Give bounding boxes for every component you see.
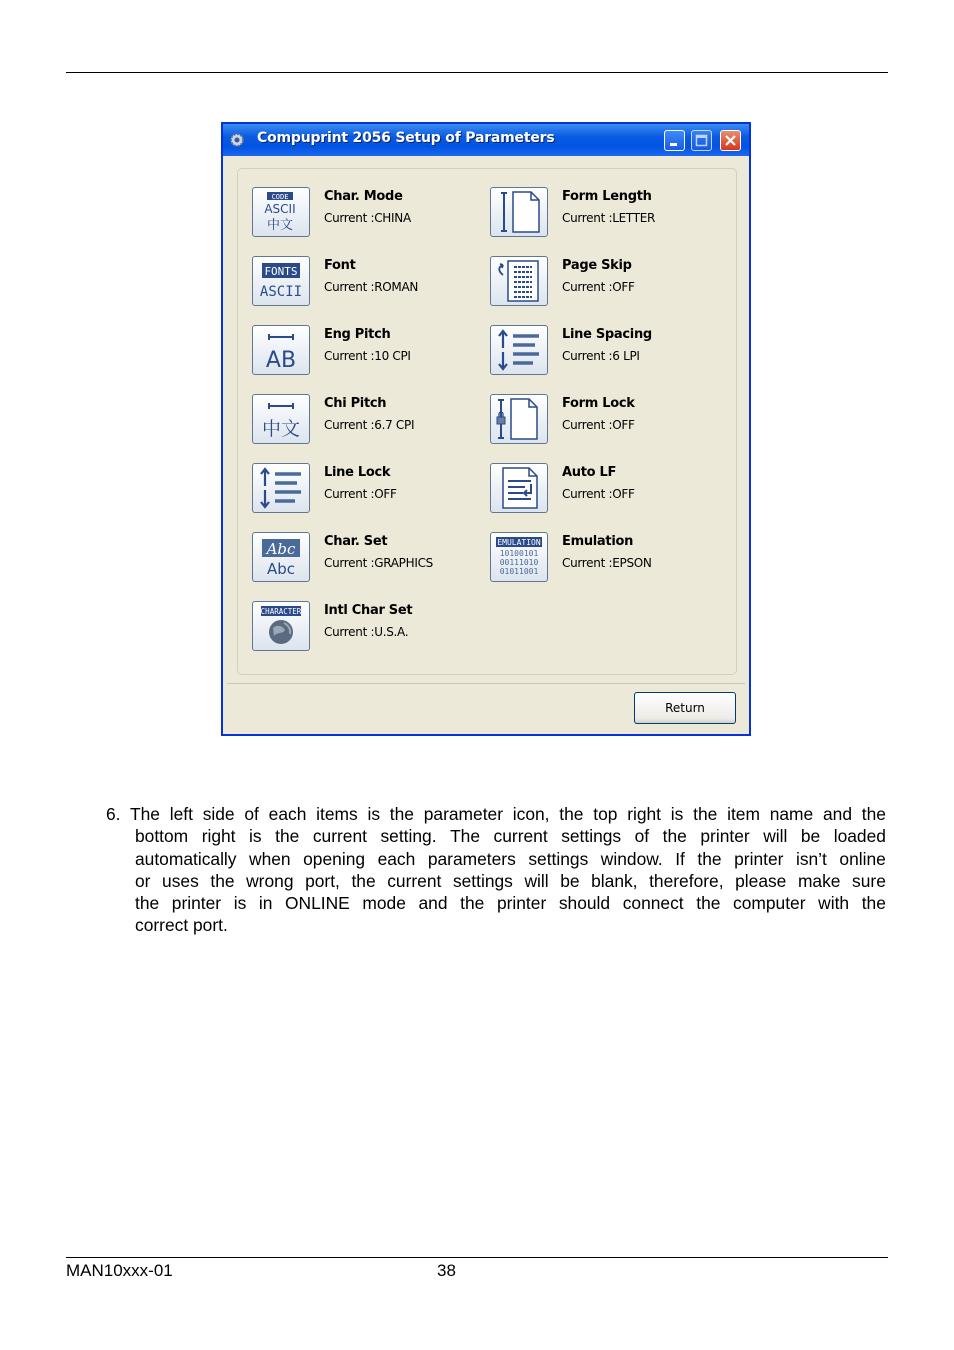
paragraph-line	[106, 870, 886, 892]
paragraph-word: current	[387, 870, 442, 891]
item-current: Current :6 LPI	[562, 349, 640, 363]
title-bar[interactable]	[223, 124, 749, 156]
svg-text:中文: 中文	[266, 218, 294, 233]
footer-separator	[227, 683, 745, 684]
line-lock-icon[interactable]	[252, 463, 310, 513]
paragraph-word: the	[135, 893, 160, 914]
paragraph-word: window.	[600, 848, 663, 869]
paragraph-word: name	[769, 804, 814, 824]
paragraph-word: settings	[561, 826, 622, 847]
parameters-panel	[237, 168, 737, 675]
paragraph-word: If	[675, 848, 685, 869]
svg-text:中文: 中文	[261, 418, 301, 440]
item-name: Char. Set	[324, 534, 388, 549]
paragraph-word: should	[558, 893, 611, 914]
item-current: Current :OFF	[562, 280, 635, 294]
item-current: Current :ROMAN	[324, 280, 419, 294]
item-current: Current :6.7 CPI	[324, 418, 415, 432]
svg-text:Abc: Abc	[266, 560, 296, 578]
minimize-button[interactable]	[664, 130, 685, 151]
paragraph-word: make	[797, 870, 841, 891]
paragraph-word: icon,	[512, 804, 550, 824]
paragraph-word: the	[861, 804, 886, 824]
paragraph-word: current	[493, 826, 548, 847]
paragraph-word: and	[418, 893, 448, 914]
paragraph-word: parameter	[423, 804, 504, 824]
paragraph-word: the	[275, 826, 300, 847]
paragraph-word: be	[560, 870, 580, 891]
item-current: Current :OFF	[324, 487, 397, 501]
param-intl-char-set[interactable]	[252, 599, 482, 655]
paragraph-word: loaded	[833, 826, 886, 847]
paragraph-line	[106, 848, 886, 870]
item-name: Chi Pitch	[324, 396, 387, 411]
char-set-icon[interactable]	[252, 532, 310, 582]
paragraph-word: will	[763, 826, 788, 847]
item-current: Current :U.S.A.	[324, 625, 409, 639]
paragraph-word: or	[135, 870, 151, 891]
chi-pitch-icon[interactable]	[252, 394, 310, 444]
param-char-mode[interactable]	[252, 185, 482, 241]
paragraph-word: the	[460, 893, 485, 914]
item-name: Line Spacing	[562, 327, 652, 342]
svg-text:ASCII: ASCII	[264, 202, 296, 216]
fonts-icon[interactable]	[252, 256, 310, 306]
paragraph-word: each	[377, 848, 416, 869]
footer-rule	[66, 1257, 888, 1258]
svg-text:ASCII: ASCII	[259, 284, 303, 300]
paragraph-word: please	[735, 870, 787, 891]
paragraph-word: side	[202, 804, 235, 824]
svg-text:CHARACTER: CHARACTER	[260, 607, 302, 616]
item-name: Emulation	[562, 534, 634, 549]
window-title: Compuprint 2056 Setup of Parameters	[257, 130, 555, 146]
paragraph-number: 6.	[106, 804, 121, 824]
paragraph-word: the	[389, 804, 414, 824]
paragraph-word: parameters	[427, 848, 516, 869]
paragraph-word: automatically	[135, 848, 237, 869]
paragraph-word: printer	[700, 826, 750, 847]
svg-text:10100101: 10100101	[499, 549, 539, 558]
paragraph-word: is	[367, 804, 381, 824]
param-auto-lf[interactable]	[490, 461, 720, 517]
param-line-spacing[interactable]	[490, 323, 720, 379]
svg-text:EMULATION: EMULATION	[497, 538, 541, 547]
paragraph-word: current	[312, 826, 367, 847]
paragraph-word: The	[130, 804, 160, 824]
paragraph-line	[106, 803, 886, 825]
param-page-skip[interactable]	[490, 254, 720, 310]
setup-window	[221, 122, 751, 736]
paragraph-word: in	[258, 893, 273, 914]
paragraph-word: left	[169, 804, 193, 824]
item-current: Current :OFF	[562, 487, 635, 501]
instruction-paragraph	[106, 803, 886, 937]
paragraph-word: settings	[452, 870, 513, 891]
item-current: Current :OFF	[562, 418, 635, 432]
paragraph-word: will	[524, 870, 549, 891]
form-lock-icon[interactable]	[490, 394, 548, 444]
item-current: Current :LETTER	[562, 211, 656, 225]
paragraph-word: of	[634, 826, 650, 847]
item-name: Line Lock	[324, 465, 391, 480]
paragraph-word: is	[233, 893, 247, 914]
item-current: Current :EPSON	[562, 556, 652, 570]
paragraph-word: opening	[303, 848, 366, 869]
emulation-icon[interactable]	[490, 532, 548, 582]
param-form-lock[interactable]	[490, 392, 720, 448]
item-name: Page Skip	[562, 258, 632, 273]
param-line-lock[interactable]	[252, 461, 482, 517]
paragraph-word: the	[351, 870, 376, 891]
paragraph-word: with	[818, 893, 850, 914]
page-number: 38	[437, 1261, 456, 1280]
paragraph-word: the	[861, 893, 886, 914]
document-id: MAN10xxx-01	[66, 1261, 173, 1280]
paragraph-word: sure	[852, 870, 886, 891]
paragraph-line: correct port.	[135, 915, 228, 936]
param-emulation[interactable]	[490, 530, 720, 586]
param-font[interactable]	[252, 254, 482, 310]
paragraph-word: wrong	[246, 870, 294, 891]
auto-lf-icon[interactable]	[490, 463, 548, 513]
paragraph-word: right	[201, 826, 236, 847]
paragraph-word: settings	[528, 848, 589, 869]
return-button[interactable]: Return	[634, 692, 736, 724]
line-spacing-icon[interactable]	[490, 325, 548, 375]
paragraph-line	[106, 825, 886, 847]
paragraph-word: of	[244, 804, 259, 824]
paragraph-word: the	[697, 848, 722, 869]
paragraph-word: connect	[622, 893, 684, 914]
paragraph-word: when	[249, 848, 291, 869]
paragraph-word: the	[559, 804, 584, 824]
paragraph-word: uses	[162, 870, 199, 891]
svg-text:01011001: 01011001	[499, 567, 539, 576]
item-name: Char. Mode	[324, 189, 403, 204]
item-current: Current :CHINA	[324, 211, 411, 225]
eng-pitch-icon[interactable]	[252, 325, 310, 375]
paragraph-word: right	[627, 804, 662, 824]
param-form-length[interactable]	[490, 185, 720, 241]
paragraph-word: setting.	[380, 826, 437, 847]
paragraph-word: The	[450, 826, 481, 847]
item-name: Form Length	[562, 189, 652, 204]
paragraph-word: printer	[496, 893, 547, 914]
paragraph-word: items	[316, 804, 358, 824]
item-name: Auto LF	[562, 465, 617, 480]
paragraph-word: the	[693, 804, 718, 824]
paragraph-word: the	[210, 870, 235, 891]
item-current: Current :GRAPHICS	[324, 556, 433, 570]
globe-icon[interactable]	[252, 601, 310, 651]
svg-text:CODE: CODE	[271, 193, 289, 201]
paragraph-word: item	[727, 804, 760, 824]
maximize-button[interactable]	[691, 130, 712, 151]
gear-icon	[229, 132, 245, 148]
paragraph-word: therefore,	[649, 870, 724, 891]
paragraph-word: is	[670, 804, 684, 824]
param-char-set[interactable]	[252, 530, 482, 586]
paragraph-word: blank,	[591, 870, 638, 891]
paragraph-word: be	[800, 826, 821, 847]
paragraph-word: isn’t	[795, 848, 827, 869]
paragraph-word: is	[249, 826, 262, 847]
svg-text:AB: AB	[265, 348, 297, 373]
form-length-icon[interactable]	[490, 187, 548, 237]
paragraph-word: printer	[171, 893, 222, 914]
page-skip-icon[interactable]	[490, 256, 548, 306]
paragraph-word: each	[268, 804, 307, 824]
item-name: Font	[324, 258, 356, 273]
svg-text:Abc: Abc	[266, 540, 296, 558]
svg-text:00111010: 00111010	[499, 558, 539, 567]
paragraph-line	[106, 892, 886, 914]
param-eng-pitch[interactable]	[252, 323, 482, 379]
paragraph-word: mode	[362, 893, 406, 914]
close-button[interactable]	[720, 130, 741, 151]
paragraph-word: ONLINE	[285, 893, 350, 914]
param-chi-pitch[interactable]	[252, 392, 482, 448]
item-name: Form Lock	[562, 396, 635, 411]
header-rule	[66, 72, 888, 73]
paragraph-word: online	[839, 848, 886, 869]
paragraph-word: the	[696, 893, 721, 914]
paragraph-word: bottom	[135, 826, 189, 847]
char-mode-icon[interactable]	[252, 187, 310, 237]
paragraph-word: port,	[305, 870, 340, 891]
paragraph-word: top	[593, 804, 618, 824]
item-name: Intl Char Set	[324, 603, 413, 618]
paragraph-word: and	[822, 804, 852, 824]
paragraph-word: computer	[733, 893, 806, 914]
svg-text:FONTS: FONTS	[264, 265, 298, 278]
item-name: Eng Pitch	[324, 327, 391, 342]
paragraph-word: the	[662, 826, 687, 847]
paragraph-word: printer	[734, 848, 784, 869]
item-current: Current :10 CPI	[324, 349, 411, 363]
